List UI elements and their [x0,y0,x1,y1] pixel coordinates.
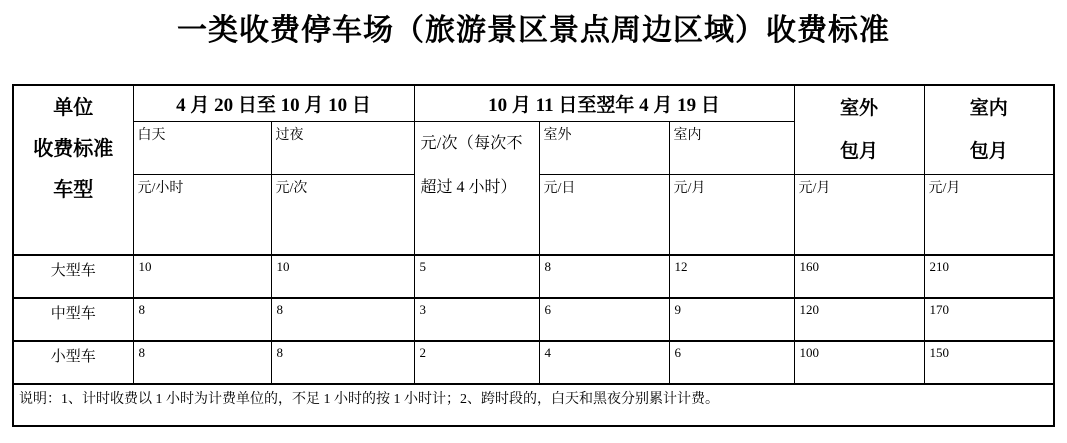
fee-value: 10 [271,255,414,298]
indoor-header-cell: 室内 [669,121,794,175]
indoor-monthly-header-cell [924,85,1054,175]
fee-value: 8 [271,341,414,384]
table-row-large-vehicle [13,255,1054,298]
fee-value: 12 [669,255,794,298]
overnight-unit-cell: 元/次 [271,175,414,255]
page-title: 一类收费停车场（旅游景区景点周边区域）收费标准 [177,14,890,47]
corner-line-vehicle: 车型 [53,179,94,201]
table-row-medium-vehicle [13,298,1054,341]
note-text: 说明：1、计时收费以 1 小时为计费单位的，不足 1 小时的按 1 小时计；2、跨时段的，白天和黑夜分别累计计费。 [13,384,1054,426]
fee-value: 150 [924,341,1054,384]
fee-value: 3 [414,298,539,341]
vehicle-type-label: 小型车 [13,341,133,384]
outdoor-header-cell: 室外 [539,121,669,175]
fee-value: 100 [794,341,924,384]
corner-header-cell [13,85,133,255]
fee-value: 170 [924,298,1054,341]
outdoor-monthly-unit-cell: 元/月 [794,175,924,255]
vehicle-type-label: 中型车 [13,298,133,341]
header-row-dates [13,85,1054,121]
fee-value: 8 [133,298,271,341]
note-row [13,384,1054,426]
fee-value: 6 [539,298,669,341]
fee-value: 2 [414,341,539,384]
period1-header-cell: 4 月 20 日至 10 月 10 日 [133,85,414,121]
fee-value: 8 [539,255,669,298]
indoor-monthly-line1: 室内 [969,98,1008,119]
corner-line-unit: 单位 [53,97,94,119]
fee-value: 6 [669,341,794,384]
fee-value: 210 [924,255,1054,298]
daytime-unit-cell: 元/小时 [133,175,271,255]
fee-value: 160 [794,255,924,298]
fee-value: 120 [794,298,924,341]
outdoor-unit-cell: 元/日 [539,175,669,255]
table-row-small-vehicle [13,341,1054,384]
fee-table [12,84,1055,427]
daytime-header-cell: 白天 [133,121,271,175]
fee-value: 8 [271,298,414,341]
period2-header-cell: 10 月 11 日至翌年 4 月 19 日 [414,85,794,121]
overnight-header-cell: 过夜 [271,121,414,175]
outdoor-monthly-line1: 室外 [840,98,879,119]
fee-value: 5 [414,255,539,298]
fee-value: 8 [133,341,271,384]
fee-value: 10 [133,255,271,298]
indoor-unit-cell: 元/月 [669,175,794,255]
per-time-header-cell: 元/次（每次不超过 4 小时） [414,121,539,255]
corner-line-standard: 收费标准 [33,138,114,160]
vehicle-type-label: 大型车 [13,255,133,298]
indoor-monthly-line2: 包月 [969,141,1008,162]
indoor-monthly-unit-cell: 元/月 [924,175,1054,255]
outdoor-monthly-line2: 包月 [840,141,879,162]
fee-value: 4 [539,341,669,384]
fee-value: 9 [669,298,794,341]
outdoor-monthly-header-cell [794,85,924,175]
